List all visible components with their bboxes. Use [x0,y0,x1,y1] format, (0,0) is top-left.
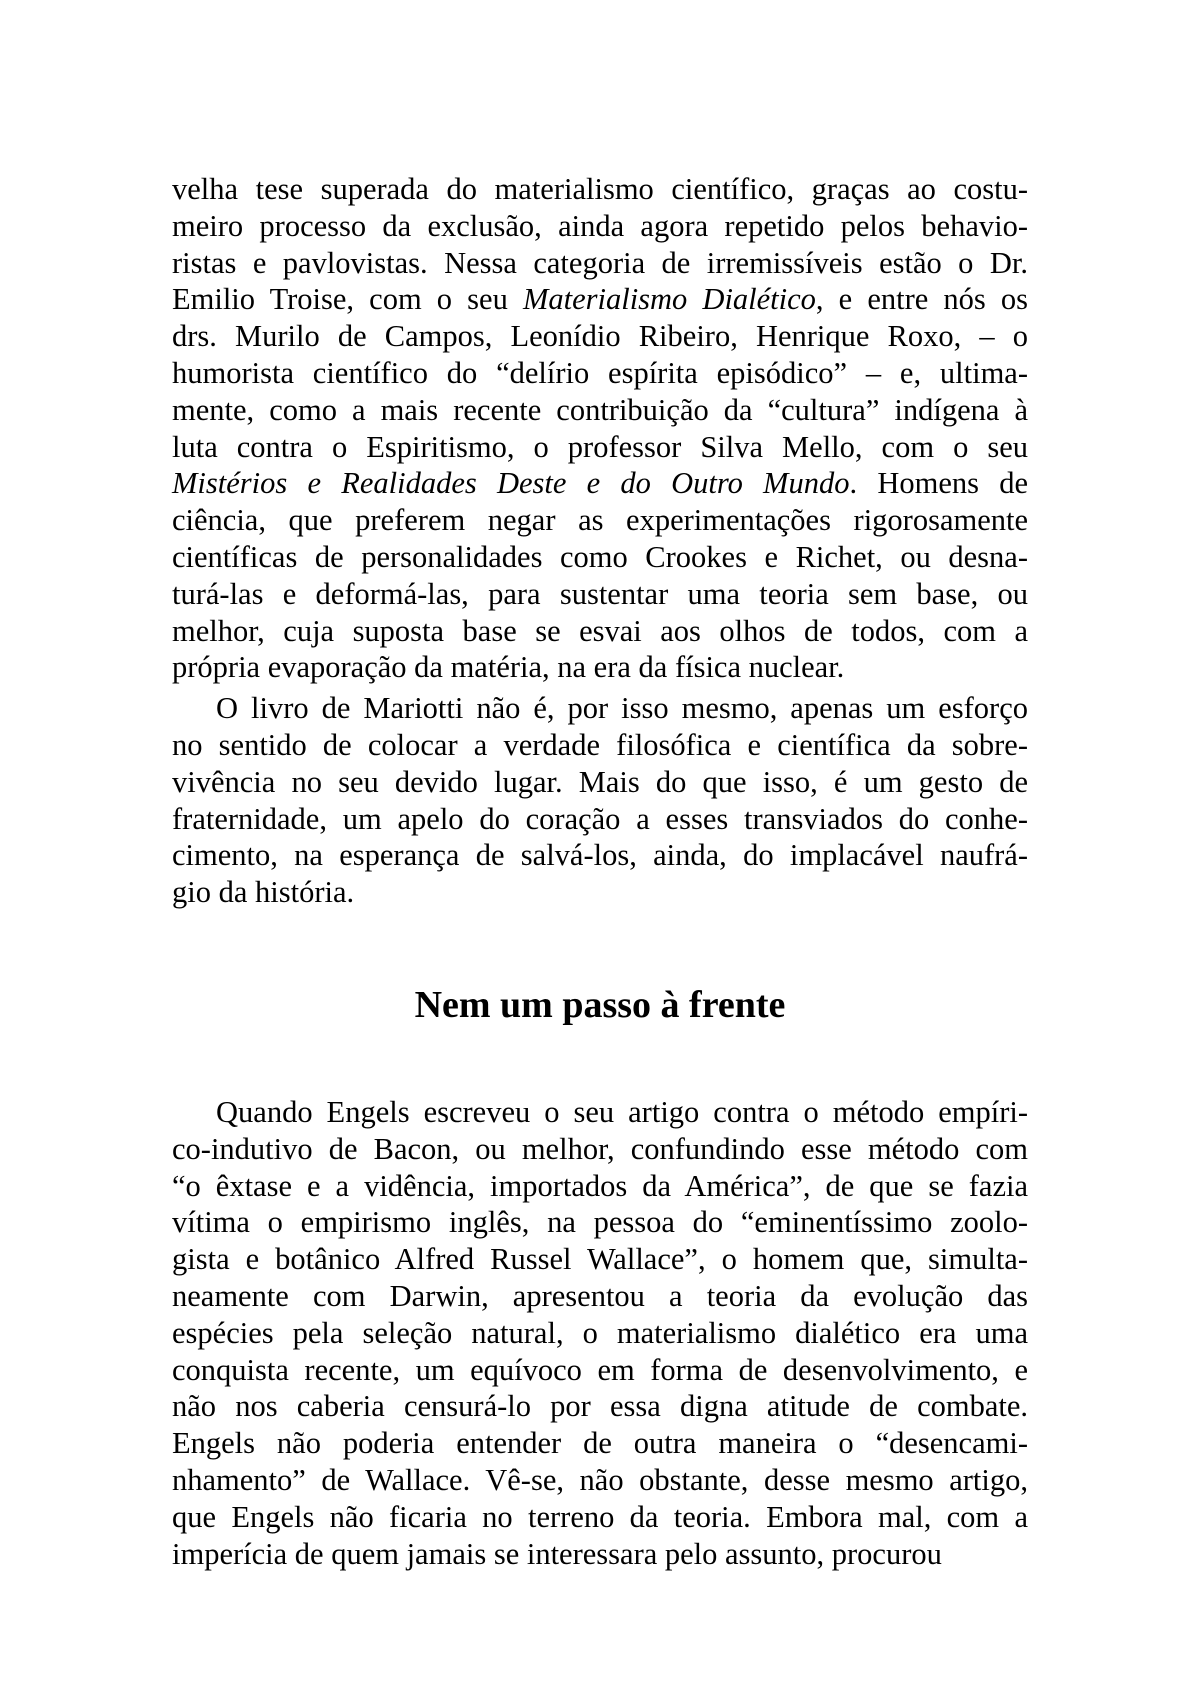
text-segment: turá-las e deformá-las, para sustentar uma teoria sem base, ou [172,576,1028,611]
text-segment: drs. Murilo de Campos, Leonídio Ribeiro, Henrique Roxo, – o [172,319,1028,354]
text-segment: melhor, cuja suposta base se esvai aos olhos de todos, com a [172,613,1028,648]
text-line: no sentido de colocar a verdade filosófica e científica da sobre- [172,727,1028,762]
text-line: “o êxtase e a vidência, importados da América”, de que se fazia [172,1168,1028,1203]
text-segment: própria evaporação da matéria, na era da física nuclear. [172,650,845,685]
text-line [172,392,1028,429]
text-line: conquista recente, um equívoco em forma de desenvolvimento, e [172,1352,1028,1387]
text-segment: luta contra o Espiritismo, o professor Silva Mello, com o seu [172,429,1028,464]
text-segment: mente, como a mais recente contribuição da “cultura” indígena à [172,392,1028,427]
text-line [172,281,1028,318]
text-line [172,429,1028,466]
document-page [172,171,1028,1572]
text-line: vivência no seu devido lugar. Mais do que isso, é um gesto de [172,764,1028,799]
text-line: não nos caberia censurá-lo por essa digna atitude de combate. [172,1389,1028,1424]
text-line [172,576,1028,613]
text-line: cimento, na esperança de salvá-los, ainda, do implacável naufrá- [172,838,1028,873]
text-line [172,465,1028,502]
text-line: nhamento” de Wallace. Vê-se, não obstante, desse mesmo artigo, [172,1462,1028,1497]
text-line [172,245,1028,282]
text-line [172,208,1028,245]
text-segment: velha tese superada do materialismo científico, graças ao costu- [172,172,1028,206]
text-line: gio da história. [172,875,355,910]
text-line: imperícia de quem jamais se interessara pelo assunto, procurou [172,1536,942,1571]
section-heading: Nem um passo à frente [414,983,786,1026]
text-line [172,539,1028,576]
text-line: neamente com Darwin, apresentou a teoria da evolução das [172,1278,1028,1313]
text-segment: meiro processo da exclusão, ainda agora repetido pelos behavio- [172,208,1028,243]
text-segment: ciência, que preferem negar as experimentações rigorosamente [172,503,1028,538]
text-line: Quando Engels escreveu o seu artigo contra o método empíri- [216,1094,1028,1129]
text-line: gista e botânico Alfred Russel Wallace”, o homem que, simulta- [172,1242,1028,1277]
book-title: Materialismo Dialético [522,282,816,317]
book-title: Mistérios e Realidades Deste e do Outro Mundo [172,466,850,501]
text-line [172,502,1028,539]
text-line: Engels não poderia entender de outra maneira o “desencami- [172,1426,1028,1461]
text-line: vítima o empirismo inglês, na pessoa do “eminentíssimo zoolo- [172,1205,1028,1240]
text-line [172,613,1028,650]
text-segment: humorista científico do “delírio espírita episódico” – e, ultima- [172,355,1028,390]
text-line [172,355,1028,392]
text-segment: , e entre nós os [815,282,1028,317]
paragraph-engels-article [172,1094,1028,1572]
text-line [172,649,1028,686]
text-line [172,171,1028,208]
text-line: fraternidade, um apelo do coração a esses transviados do conhe- [172,801,1028,836]
paragraph-mariotti-book [172,690,1028,911]
text-segment: Emilio Troise, com o seu [172,282,523,317]
text-segment: ristas e pavlovistas. Nessa categoria de irremissíveis estão o Dr. [172,245,1028,280]
text-line: que Engels não ficaria no terreno da teoria. Embora mal, com a [172,1499,1028,1534]
paragraph-materialism-critique [172,171,1028,686]
text-segment: científicas de personalidades como Crookes e Richet, ou desna- [172,539,1028,574]
text-line: espécies pela seleção natural, o materialismo dialético era uma [172,1315,1028,1350]
text-line: O livro de Mariotti não é, por isso mesmo, apenas um esforço [216,691,1028,726]
text-line: co-indutivo de Bacon, ou melhor, confundindo esse método com [172,1131,1028,1166]
text-segment: . Homens de [849,466,1028,501]
text-line [172,318,1028,355]
